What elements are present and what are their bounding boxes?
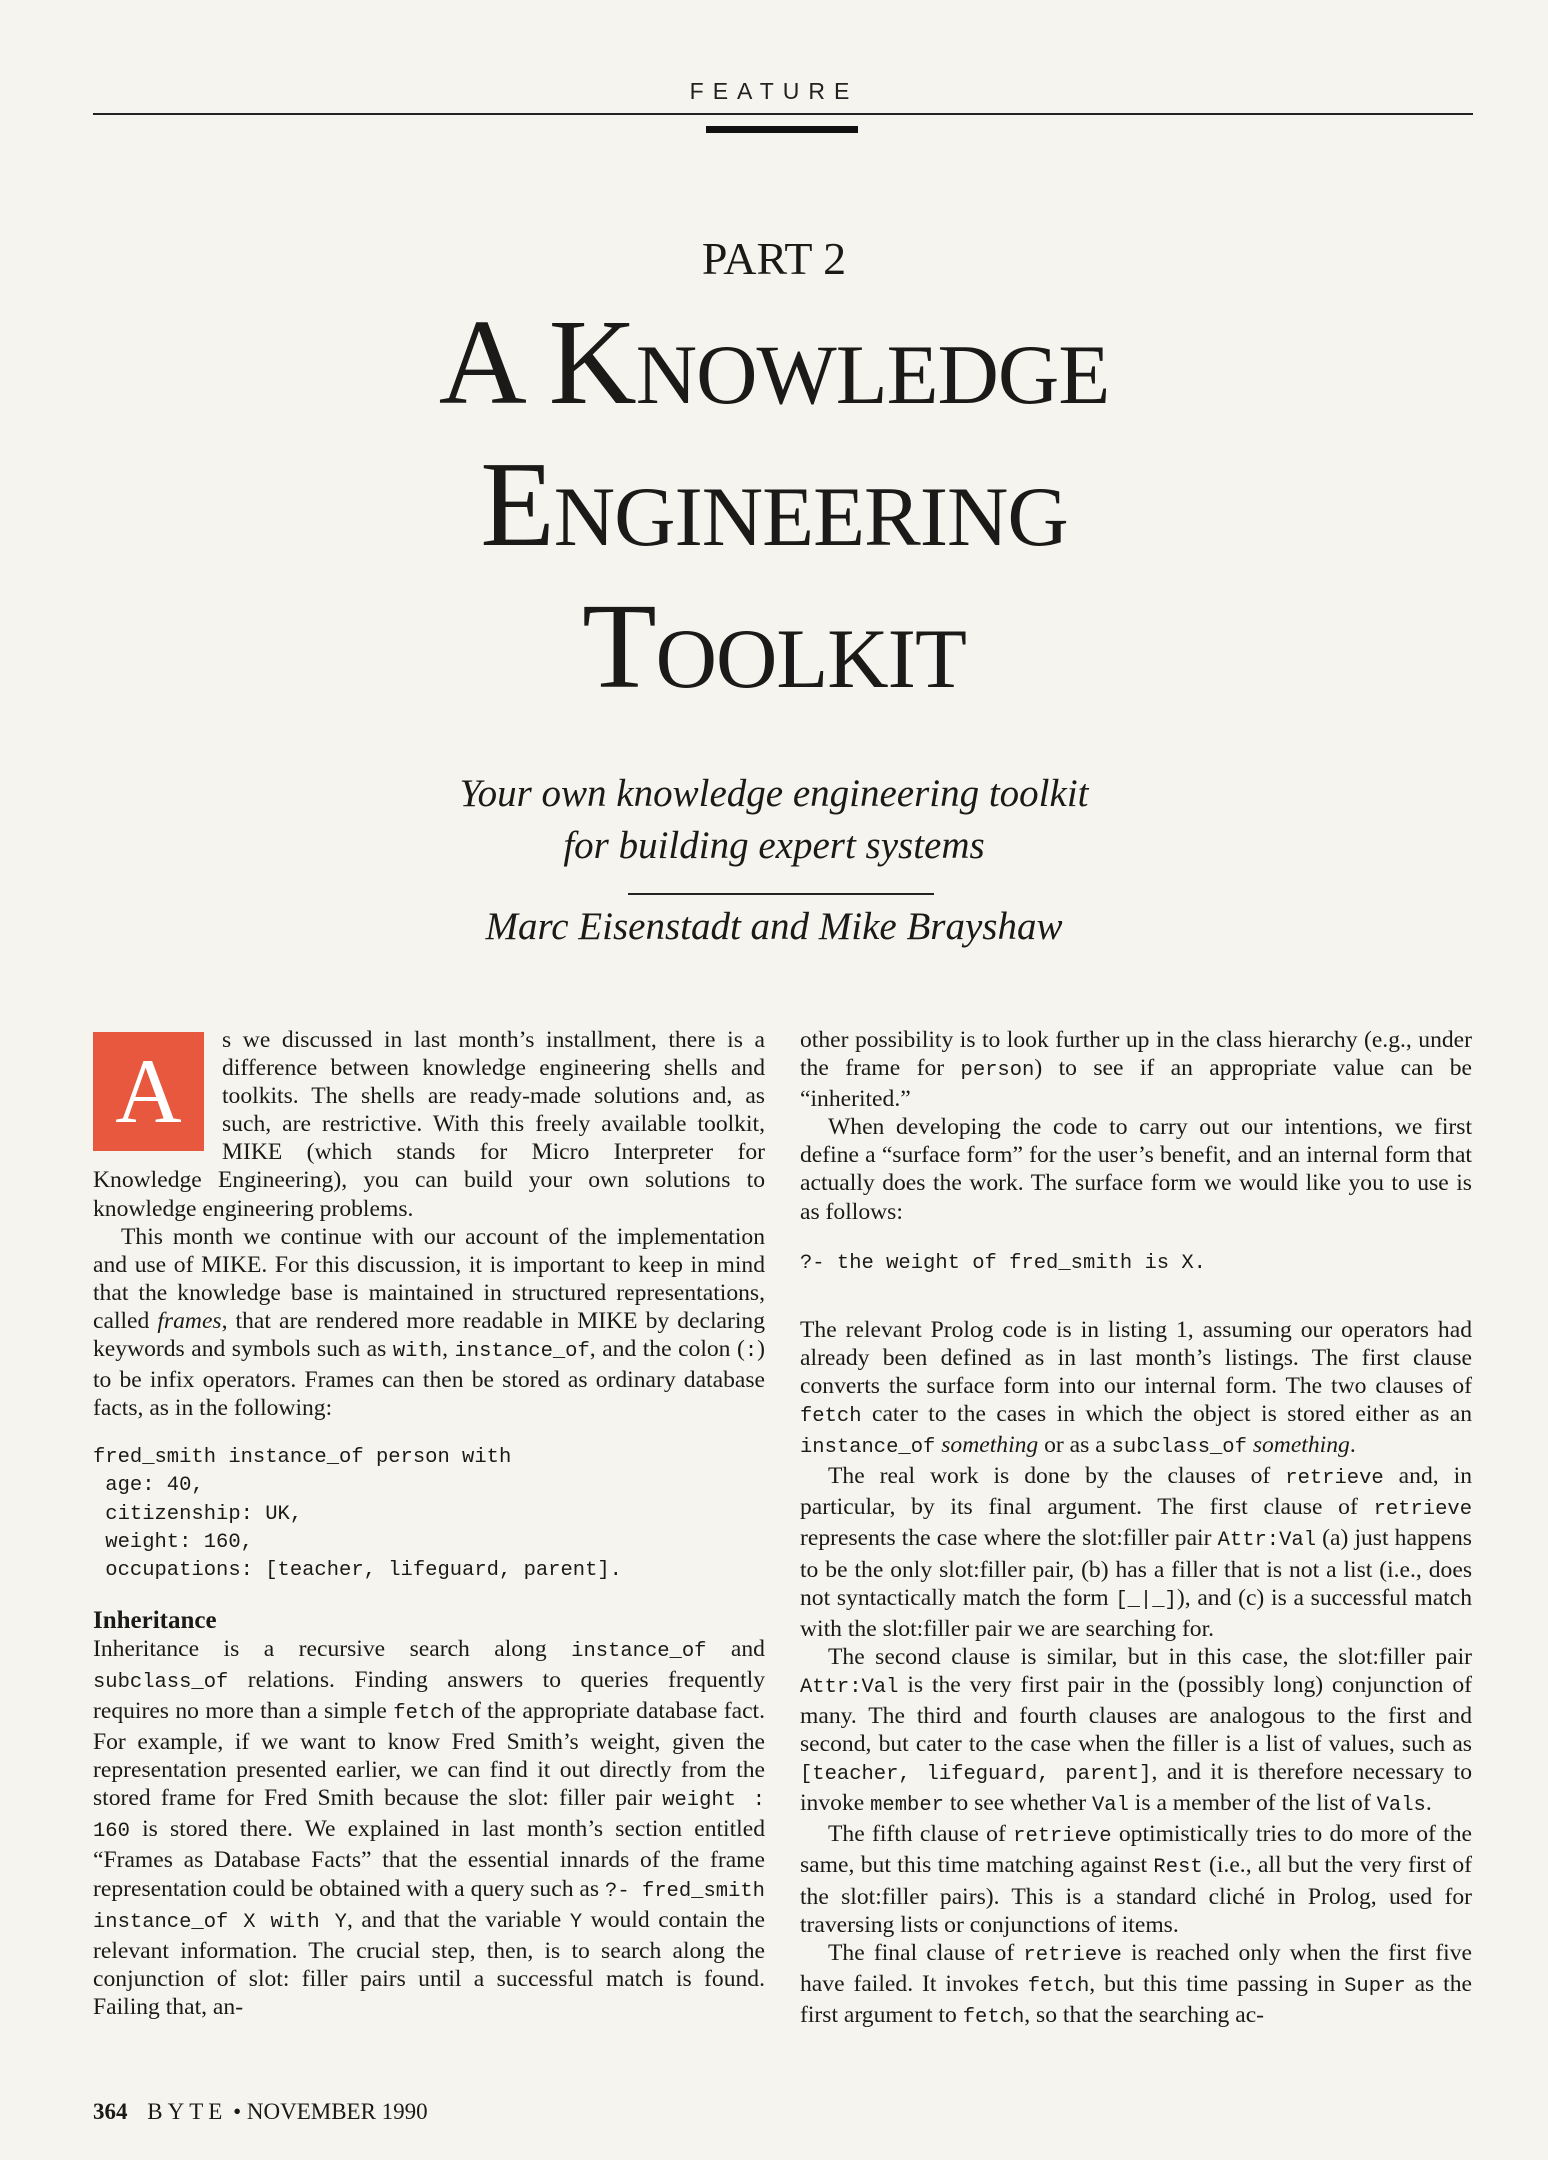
issue-date: NOVEMBER 1990 bbox=[246, 2099, 428, 2124]
paragraph: other possibility is to look further up in the class hierarchy (e.g., under the frame for person) to see if an appropriate value can be “inherited.” bbox=[800, 1027, 1472, 1113]
section-label: FEATURE bbox=[689, 78, 859, 104]
paragraph: The relevant Prolog code is in listing 1, assuming our operators had already been defined as in last month’s listings. The first clause converts the surface form into our internal form. The two clauses of fetch cater to the cases in which the object is stored either as an instance_of something or as a subclass_of something. bbox=[800, 1316, 1472, 1460]
magazine-name: BYTE bbox=[147, 2099, 228, 2124]
byline: Marc Eisenstadt and Mike Brayshaw bbox=[485, 905, 1063, 948]
inline-code: fetch bbox=[962, 2005, 1025, 2029]
inline-code: Y bbox=[569, 1910, 583, 1934]
inline-code: ?- fred_smith instance_of X with Y bbox=[93, 1879, 765, 1934]
inline-code: with bbox=[392, 1340, 443, 1364]
title-line-3: Toolkit bbox=[582, 579, 966, 714]
article-title bbox=[0, 292, 1548, 718]
right-column bbox=[800, 1026, 1472, 2032]
paragraph: When developing the code to carry out our intentions, we first define a “surface form” for the user’s benefit, and an internal form that actually does the work. The surface form we would like you to use is as follows: bbox=[800, 1114, 1472, 1225]
inline-code: weight : 160 bbox=[93, 1789, 765, 1844]
title-line-2: Engineering bbox=[480, 437, 1068, 572]
inline-code: Vals bbox=[1376, 1794, 1426, 1818]
emphasis: something bbox=[935, 1432, 1039, 1459]
paragraph: The second clause is similar, but in this case, the slot:filler pair Attr:Val is the very first pair in the (possibly long) conjunction of many. The third and fourth clauses are analogous to the first and second, but cater to the case when the filler is a list of values, such as [teacher, lifeguard, parent], and it is therefore necessary to invoke member to see whether Val is a member of the list of Vals. bbox=[800, 1643, 1472, 1818]
inline-code: instance_of bbox=[800, 1436, 936, 1460]
paragraph: Inheritance is a recursive search along instance_of and subclass_of relations. Finding answers to queries frequently requires no more than a simple fetch of the appropriate database fact. For example, if we want to know Fred Smith’s weight, given the representation presented earlier, we can find it out directly from the stored frame for Fred Smith because the slot: filler pair weight : 160 is stored there. We explained in last month’s section entitled “Frames as Database Facts” that the essential innards of the frame representation could be obtained with a query such as ?- fred_smith instance_of X with Y, and that the variable Y would contain the relevant information. The crucial step, then, is to search along the conjunction of slot: filler pairs until a successful match is found. Failing that, an- bbox=[93, 1635, 765, 2020]
code-block: fred_smith instance_of person with age: 40, citizenship: UK, weight: 160, occupations: [teacher, lifeguard, parent]. bbox=[93, 1446, 622, 1582]
inline-code: [teacher, lifeguard, parent] bbox=[800, 1763, 1152, 1787]
inline-code: fetch bbox=[1027, 1974, 1090, 1998]
subtitle-line-1: Your own knowledge engineering toolkit bbox=[459, 772, 1089, 815]
inline-code: retrieve bbox=[1285, 1467, 1384, 1491]
inline-code: [_|_] bbox=[1115, 1588, 1177, 1612]
paragraph: A s we discussed in last month’s installment, there is a difference between knowledge engineering shells and toolkits. The shells are ready-made solutions and, as such, are restrictive. With this freely available toolkit, MIKE (which stands for Micro Interpreter for Knowledge Engineering), you can build your own solutions to knowledge engineering problems. bbox=[93, 1027, 765, 1222]
inline-code: Super bbox=[1344, 1974, 1406, 1998]
subtitle-line-2: for building expert systems bbox=[563, 824, 985, 867]
inline-code: retrieve bbox=[1023, 1943, 1122, 1967]
paragraph: This month we continue with our account of the implementation and use of MIKE. For this discussion, it is important to keep in mind that the knowledge base is maintained in structured representations, called frames, that are rendered more readable in MIKE by declaring keywords and symbols such as with, instance_of, and the colon (:) to be infix operators. Frames can then be stored as ordinary database facts, as in the following: bbox=[93, 1223, 766, 1422]
inline-code: fetch bbox=[393, 1701, 455, 1725]
code-query: ?- the weight of fred_smith is X. bbox=[800, 1251, 1206, 1275]
part-label: PART 2 bbox=[701, 233, 847, 284]
inline-code: instance_of bbox=[571, 1639, 707, 1663]
inline-code: person bbox=[960, 1059, 1035, 1083]
title-line-1: A Knowledge bbox=[438, 295, 1110, 430]
emphasis: frames bbox=[157, 1307, 222, 1334]
inline-code: subclass_of bbox=[1111, 1436, 1247, 1460]
inline-code: fetch bbox=[800, 1405, 862, 1429]
subtitle-rule bbox=[628, 893, 934, 895]
article-subtitle bbox=[0, 768, 1548, 872]
inline-code: member bbox=[870, 1794, 944, 1818]
inline-code: Rest bbox=[1153, 1856, 1203, 1880]
inline-code: retrieve bbox=[1373, 1498, 1472, 1522]
page-number: 364 bbox=[93, 2099, 128, 2124]
emphasis: something bbox=[1246, 1432, 1350, 1459]
paragraph: The fifth clause of retrieve optimistically tries to do more of the same, but this time matching against Rest (i.e., all but the very first of the slot:filler pairs). This is a standard cliché in Prolog, used for traversing lists or conjunctions of items. bbox=[800, 1821, 1472, 1938]
inline-code: Attr:Val bbox=[800, 1675, 899, 1699]
inline-code: instance_of bbox=[454, 1340, 590, 1364]
inline-code: Val bbox=[1092, 1794, 1129, 1818]
footer-separator: • bbox=[233, 2099, 242, 2124]
subhead-inheritance: Inheritance bbox=[93, 1606, 217, 1634]
inline-code: : bbox=[744, 1340, 758, 1364]
drop-cap: A bbox=[93, 1032, 204, 1151]
paragraph: The final clause of retrieve is reached only when the first five have failed. It invokes fetch, but this time passing in Super as the first argument to fetch, so that the searching ac- bbox=[800, 1939, 1473, 2029]
inline-code: Attr:Val bbox=[1217, 1529, 1317, 1553]
top-accent-bar bbox=[706, 126, 858, 133]
inline-code: subclass_of bbox=[93, 1670, 229, 1694]
paragraph: The real work is done by the clauses of retrieve and, in particular, by its final argument. The first clause of retrieve represents the case where the slot:filler pair Attr:Val (a) just happens to be the only slot:filler pair, (b) has a filler that is not a list (i.e., does not syntactically match the form [_|_]), and (c) is a successful match with the slot:filler pair we are searching for. bbox=[800, 1463, 1472, 1642]
page-footer bbox=[93, 2099, 428, 2125]
top-rule bbox=[93, 113, 1473, 115]
inline-code: retrieve bbox=[1013, 1825, 1112, 1849]
left-column bbox=[93, 1026, 765, 2021]
